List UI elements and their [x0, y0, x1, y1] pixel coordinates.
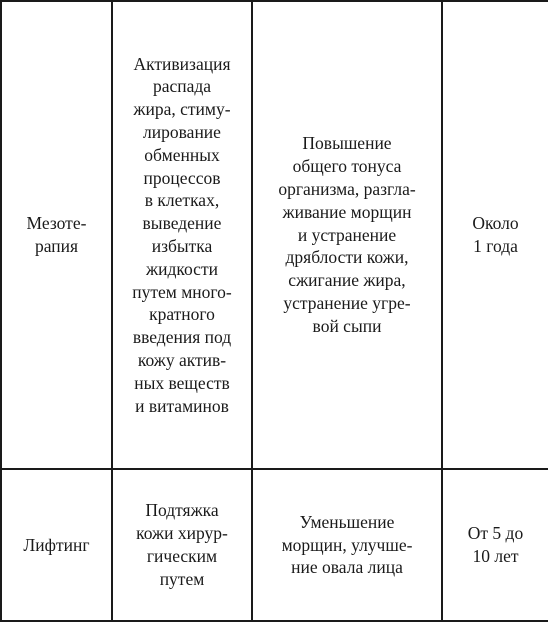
- procedure-duration-cell: От 5 до 10 лет: [442, 469, 548, 621]
- procedure-method-cell: Подтяжка кожи хирур- гическим путем: [112, 469, 252, 621]
- table-row: [1, 469, 548, 621]
- table-row: [1, 1, 548, 469]
- procedure-name-cell: Лифтинг: [1, 469, 112, 621]
- procedure-name-cell: Мезоте- рапия: [1, 1, 112, 469]
- procedure-duration-cell: Около 1 года: [442, 1, 548, 469]
- procedure-effect-cell: Уменьшение морщин, улучше- ние овала лица: [252, 469, 442, 621]
- procedure-effect-cell: Повышение общего тонуса организма, разгла- живание морщин и устранение дряблости кожи, сжигание жира, устранение угре- вой сыпи: [252, 1, 442, 469]
- procedure-method-cell: Активизация распада жира, стиму- лирование обменных процессов в клетках, выведение избытка жидкости путем много- кратного введения под кожу актив- ных веществ и витаминов: [112, 1, 252, 469]
